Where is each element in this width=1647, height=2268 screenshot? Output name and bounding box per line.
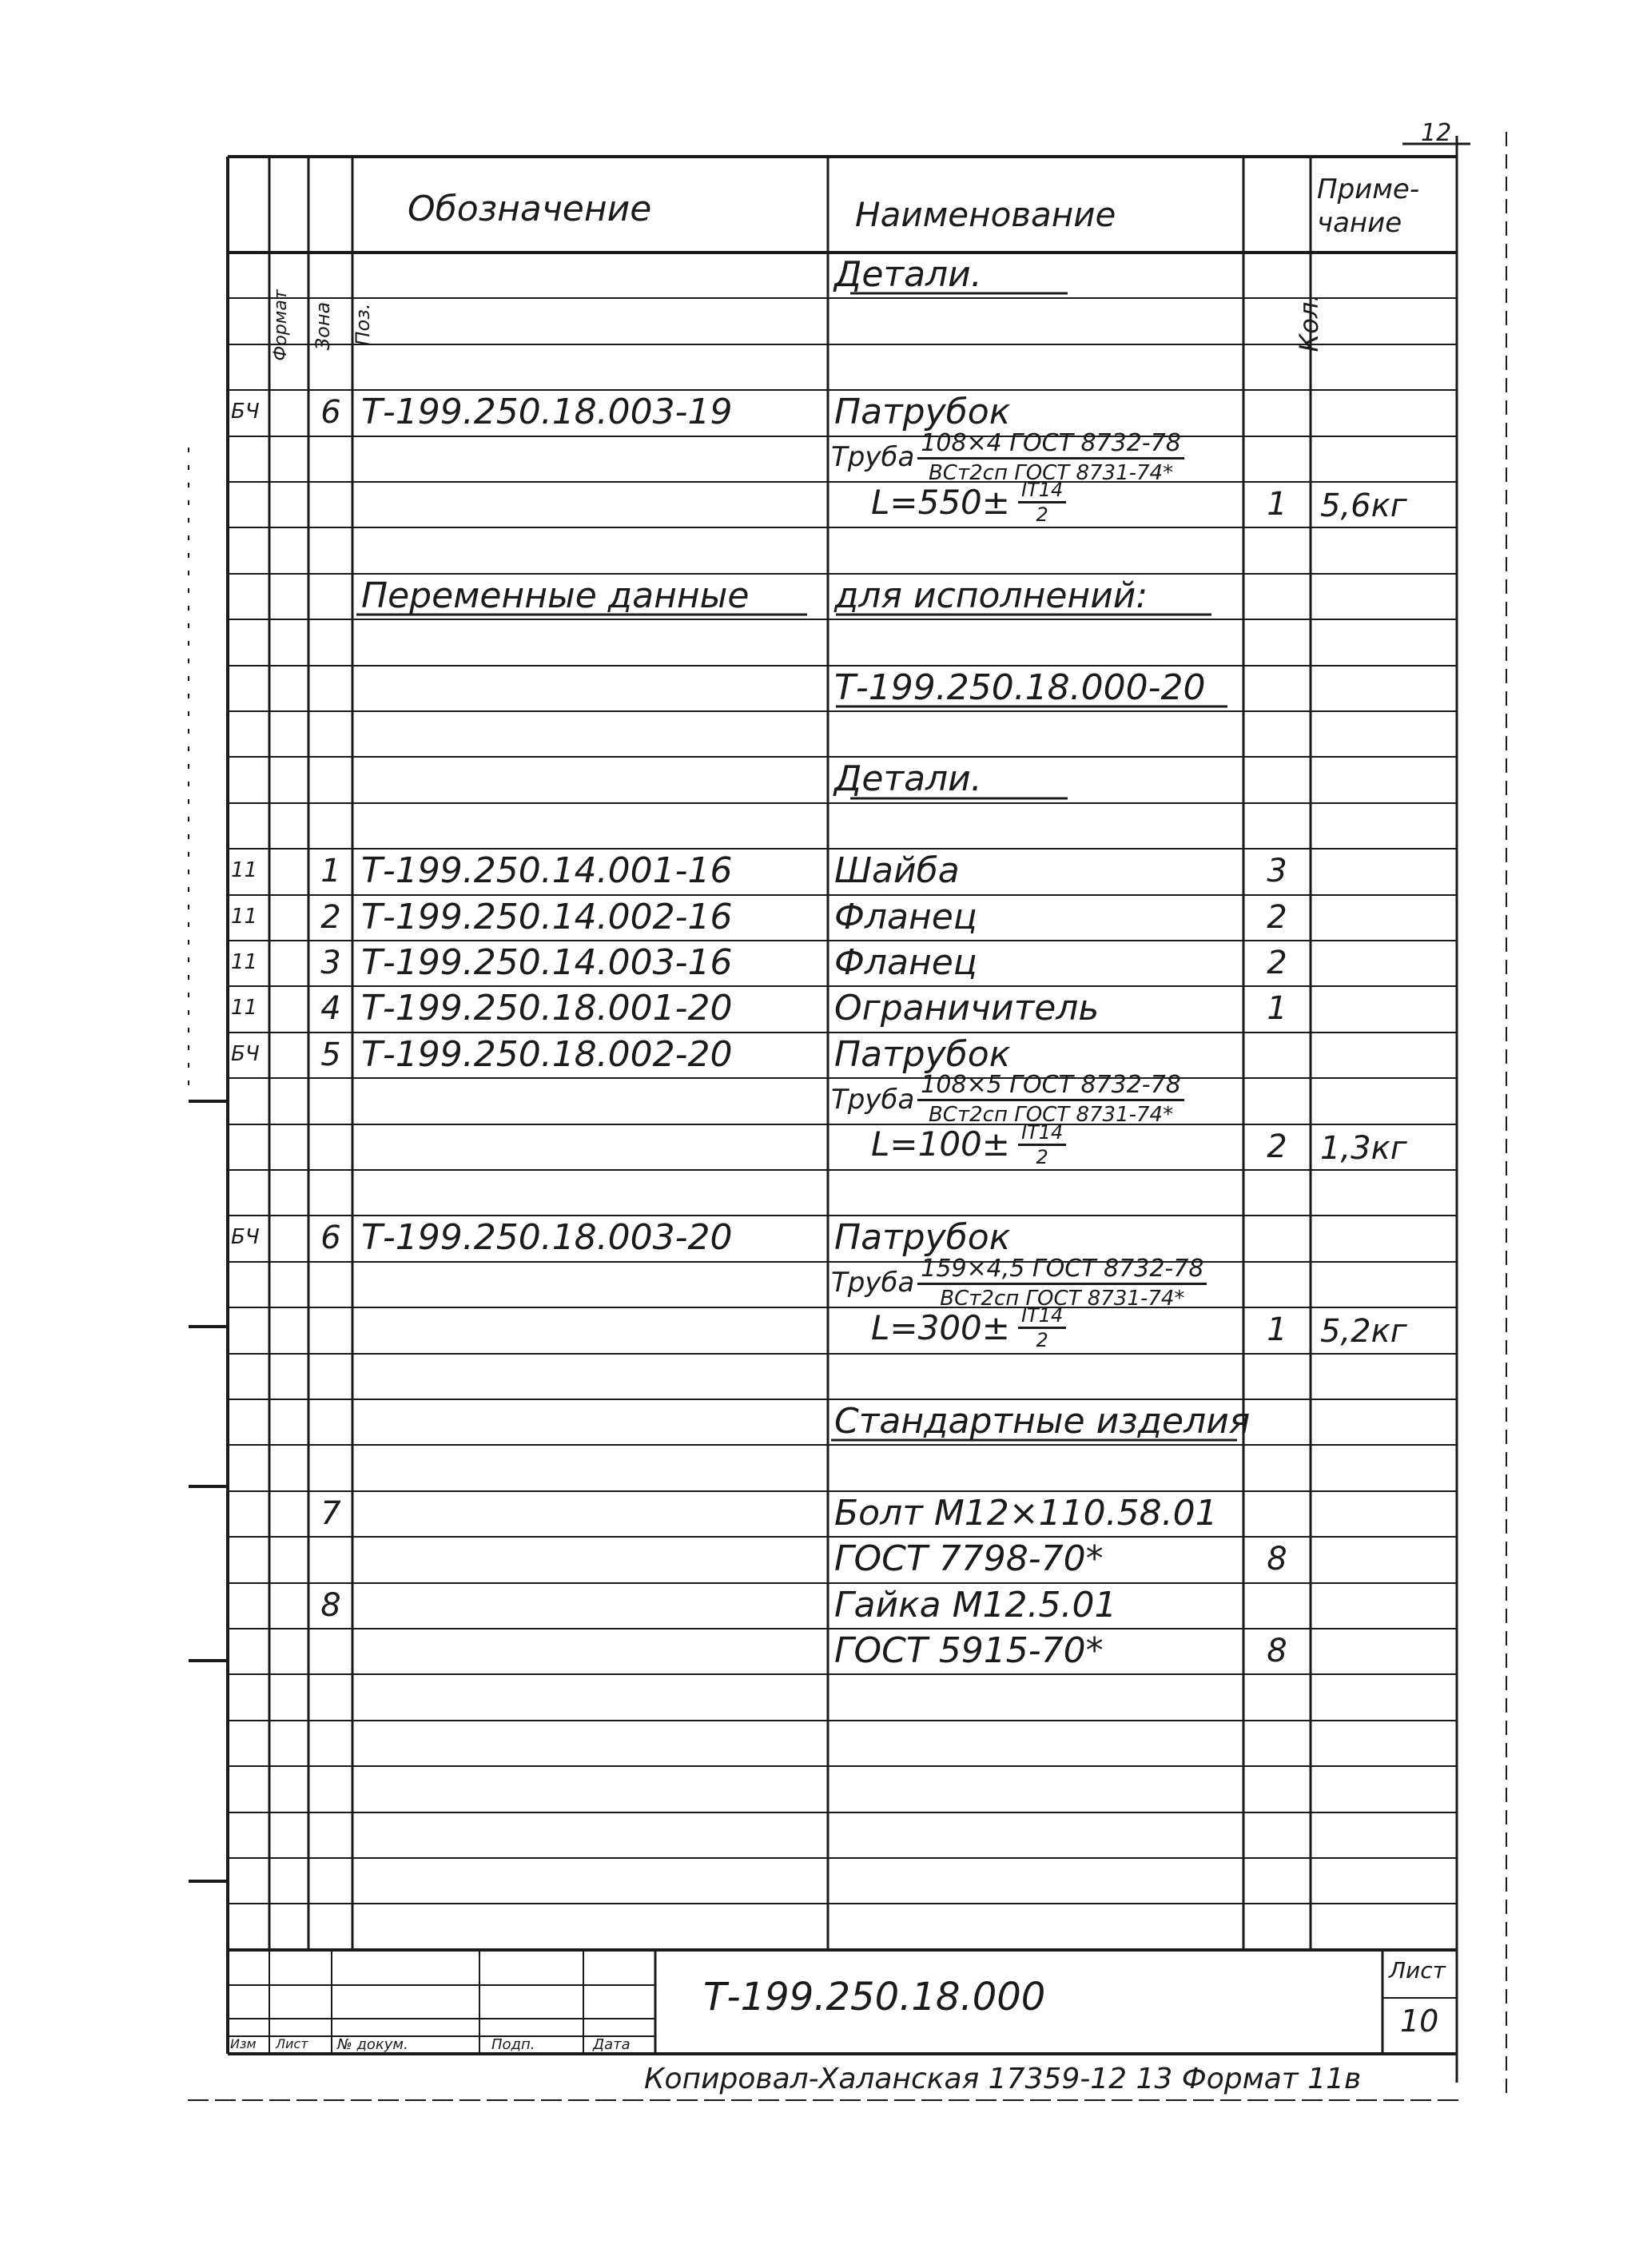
- length-value: L=550±: [871, 482, 1010, 522]
- position-cell: 4: [320, 990, 341, 1028]
- length-tolerance: [871, 480, 1066, 524]
- designation-cell: Т-199.250.14.002-16: [361, 896, 733, 937]
- tolerance-divisor: 2: [1036, 1329, 1048, 1352]
- name-cell: Детали.: [834, 254, 982, 295]
- pipe-size-standard: 108×4 ГОСТ 8732-78: [917, 432, 1184, 460]
- col-date: Дата: [593, 2036, 631, 2053]
- format-cell: БЧ: [231, 400, 260, 424]
- position-cell: 1: [320, 853, 341, 890]
- position-cell: 2: [320, 898, 341, 936]
- position-cell: 6: [320, 1220, 341, 1257]
- designation-cell: Т-199.250.18.002-20: [361, 1033, 733, 1075]
- name-cell: Болт М12×110.58.01: [834, 1492, 1218, 1534]
- designation-cell: Т-199.250.18.003-20: [361, 1217, 733, 1259]
- format-cell: 11: [231, 904, 258, 929]
- quantity-cell: 1: [1267, 486, 1287, 523]
- name-cell: Фланец: [834, 896, 977, 937]
- pipe-size-standard: 108×5 ГОСТ 8732-78: [917, 1073, 1184, 1101]
- col-sign: Подп.: [491, 2036, 535, 2053]
- name-cell: Стандартные изделия: [834, 1401, 1251, 1442]
- position-cell: 7: [320, 1494, 341, 1532]
- designation-cell: Т-199.250.18.003-19: [361, 392, 733, 433]
- quantity-cell: 2: [1267, 898, 1287, 936]
- quantity-cell: 2: [1267, 945, 1287, 981]
- header-note-line2: чание: [1317, 207, 1402, 239]
- header-name: Наименование: [855, 195, 1116, 234]
- pipe-label: Труба: [831, 441, 915, 474]
- designation-cell: Переменные данные: [361, 575, 750, 616]
- name-cell: Патрубок: [834, 392, 1011, 433]
- format-cell: 11: [231, 996, 258, 1021]
- tolerance-grade: IT14: [1018, 480, 1066, 503]
- header-note-line1: Приме-: [1317, 173, 1420, 205]
- footer-copyist: Копировал-Халанская 17359-12 13 Формат 11в: [644, 2063, 1362, 2095]
- pipe-steel-standard: ВСт2сп ГОСТ 8731-74*: [928, 1103, 1174, 1128]
- name-cell: Т-199.250.18.000-20: [834, 666, 1206, 708]
- note-cell: 5,6кг: [1320, 487, 1407, 524]
- pipe-label: Труба: [831, 1267, 915, 1299]
- sheet-mark: 12: [1421, 119, 1452, 147]
- format-cell: 11: [231, 858, 258, 883]
- format-cell: БЧ: [231, 1225, 260, 1250]
- pipe-steel-standard: ВСт2сп ГОСТ 8731-74*: [928, 460, 1174, 485]
- position-cell: 3: [320, 945, 341, 981]
- header-format: Формат: [271, 289, 291, 361]
- position-cell: 6: [320, 394, 341, 432]
- note-cell: 5,2кг: [1320, 1313, 1407, 1351]
- quantity-cell: 1: [1267, 990, 1287, 1028]
- designation-cell: Т-199.250.18.001-20: [361, 988, 733, 1029]
- length-tolerance: [871, 1120, 1066, 1168]
- sheet-label: Лист: [1389, 1957, 1446, 1984]
- pipe-label: Труба: [831, 1083, 915, 1116]
- name-cell: ГОСТ 5915-70*: [834, 1630, 1104, 1671]
- position-cell: 5: [320, 1036, 341, 1073]
- quantity-cell: 1: [1267, 1311, 1287, 1349]
- name-cell: Патрубок: [834, 1217, 1011, 1259]
- quantity-cell: 8: [1267, 1633, 1287, 1669]
- name-cell: Ограничитель: [834, 988, 1100, 1029]
- format-cell: 11: [231, 950, 258, 974]
- header-zone: Зона: [312, 301, 334, 351]
- length-tolerance: [871, 1306, 1066, 1350]
- name-cell: Гайка М12.5.01: [834, 1584, 1117, 1625]
- position-cell: 8: [320, 1586, 341, 1624]
- quantity-cell: 8: [1267, 1541, 1287, 1578]
- note-cell: 1,3кг: [1320, 1129, 1407, 1167]
- header-pos: Поз.: [352, 303, 374, 346]
- designation-cell: Т-199.250.14.003-16: [361, 942, 733, 983]
- quantity-cell: 2: [1267, 1128, 1287, 1165]
- col-izm: Изм: [230, 2036, 257, 2051]
- col-doc: № докум.: [337, 2036, 408, 2053]
- quantity-cell: 3: [1267, 853, 1287, 890]
- designation-cell: Т-199.250.14.001-16: [361, 850, 733, 892]
- format-cell: БЧ: [231, 1041, 260, 1066]
- name-cell: Патрубок: [834, 1033, 1011, 1075]
- pipe-steel-standard: ВСт2сп ГОСТ 8731-74*: [940, 1286, 1185, 1311]
- sheet-number: 10: [1400, 2003, 1439, 2039]
- doc-number: Т-199.250.18.000: [703, 1975, 1046, 2019]
- tolerance-divisor: 2: [1036, 1145, 1048, 1168]
- length-value: L=300±: [871, 1307, 1010, 1347]
- pipe-material-fraction: [831, 428, 1184, 485]
- length-value: L=100±: [871, 1124, 1010, 1164]
- name-cell: Шайба: [834, 850, 960, 892]
- name-cell: ГОСТ 7798-70*: [834, 1538, 1104, 1580]
- tolerance-grade: IT14: [1018, 1123, 1066, 1146]
- pipe-size-standard: 159×4,5 ГОСТ 8732-78: [917, 1257, 1207, 1285]
- col-list: Лист: [276, 2036, 308, 2051]
- pipe-material-fraction: [831, 1254, 1207, 1311]
- name-cell: Фланец: [834, 942, 977, 983]
- pipe-material-fraction: [831, 1071, 1184, 1128]
- tolerance-divisor: 2: [1036, 503, 1048, 526]
- name-cell: для исполнений:: [834, 575, 1148, 616]
- tolerance-grade: IT14: [1018, 1306, 1066, 1329]
- name-cell: Детали.: [834, 758, 982, 800]
- header-designation: Обозначение: [408, 189, 652, 229]
- header-qty: Кол.: [1294, 293, 1324, 352]
